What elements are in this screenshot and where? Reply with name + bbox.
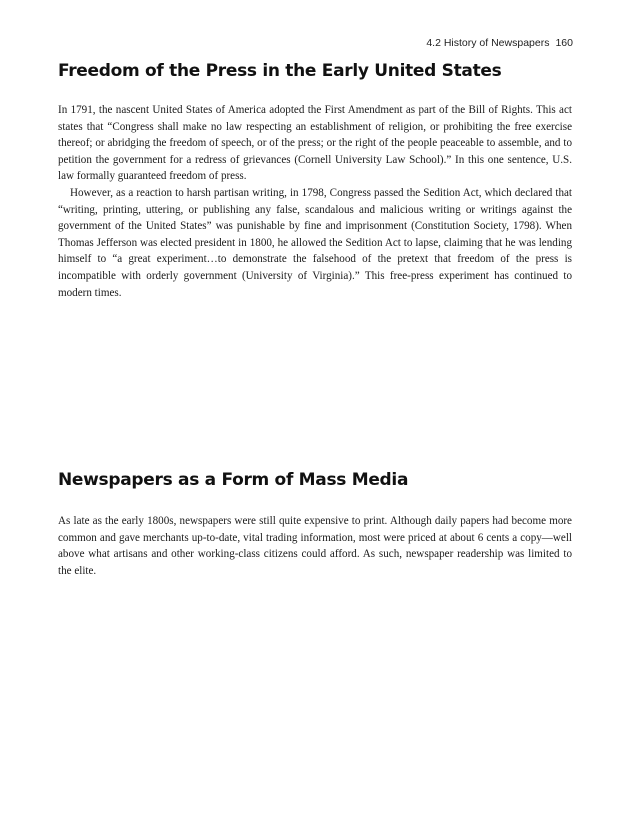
section-heading-freedom-of-press: Freedom of the Press in the Early United States	[58, 61, 502, 81]
running-header-section: 4.2 History of Newspapers	[426, 37, 550, 49]
section-body-freedom-of-press	[58, 102, 572, 301]
paragraph: As late as the early 1800s, newspapers were still quite expensive to print. Although daily papers had become more common and gave merchants up-to-date, vital trading information, most were priced at about 6 cents a copy—well above what artisans and other working-class citizens could afford. As such, newspaper readership was limited to the elite.	[58, 515, 572, 577]
running-header	[426, 37, 573, 49]
paragraph: However, as a reaction to harsh partisan writing, in 1798, Congress passed the Sedition Act, which declared that “writing, printing, uttering, or publishing any false, scandalous and malicious writing or writings against the government of the United States” was punishable by fine and imprisonment (Constitution Society, 1798). When Thomas Jefferson was elected president in 1800, he allowed the Sedition Act to lapse, claiming that he was lending himself to “a great experiment…to demonstrate the falsehood of the pretext that freedom of the press is incompatible with orderly government (University of Virginia).” This free-press experiment has continued to modern times.	[58, 186, 572, 299]
section-heading-mass-media: Newspapers as a Form of Mass Media	[58, 470, 409, 490]
page-number: 160	[555, 37, 573, 49]
section-body-mass-media	[58, 513, 572, 579]
paragraph: In 1791, the nascent United States of America adopted the First Amendment as part of the Bill of Rights. This act states that “Congress shall make no law respecting an establishment of religion, or prohibiting the free exercise thereof; or abridging the freedom of speech, or of the press; or the right of the people peaceable to assemble, and to petition the government for a redress of grievances (Cornell University Law School).” In this one sentence, U.S. law formally guaranteed freedom of press.	[58, 104, 572, 183]
